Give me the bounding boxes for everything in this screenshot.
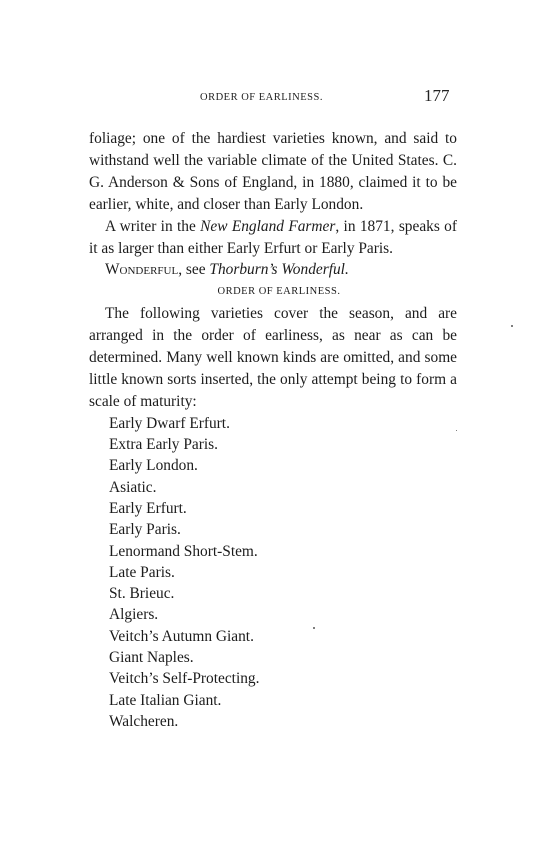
paragraph-writer-text-1: A writer in the bbox=[105, 217, 201, 235]
list-item: Lenormand Short-Stem. bbox=[109, 542, 258, 560]
print-speck bbox=[313, 627, 315, 629]
paragraph-wonderful bbox=[89, 259, 457, 281]
list-item: Early Paris. bbox=[109, 521, 181, 539]
list-item: Veitch’s Autumn Giant. bbox=[109, 627, 254, 645]
paragraph-writer-text-2: , in 1871, speaks of it as larger than either Early Erfurt or Early Paris. bbox=[89, 217, 458, 257]
variety-list bbox=[89, 413, 457, 732]
list-item: Walcheren. bbox=[109, 712, 179, 730]
list-item: Early Erfurt. bbox=[109, 499, 187, 517]
section-intro: The following varieties cover the season, and are arranged in the order of earliness, as near as can be determined. Many well known kinds are omitted, and some little known sorts inserted, the only attempt being to form a scale of maturity: bbox=[89, 305, 457, 410]
print-speck bbox=[511, 325, 513, 327]
list-item: Veitch’s Self-Protecting. bbox=[109, 670, 260, 688]
print-speck bbox=[456, 430, 457, 431]
list-item: Algiers. bbox=[109, 606, 159, 624]
cross-reference-text: , see bbox=[178, 261, 210, 279]
paragraph-foliage: foliage; one of the hardiest varieties known, and said to withstand well the variable climate of the United States. C. G. Anderson & Sons of England, in 1880, claimed it to be earlier, white, and closer than Early London. bbox=[89, 130, 457, 213]
running-head: ORDER OF EARLINESS. bbox=[200, 92, 323, 103]
list-item: Early Dwarf Erfurt. bbox=[109, 414, 230, 432]
cross-reference-target: Thorburn’s Wonderful. bbox=[209, 261, 349, 279]
list-item: Late Italian Giant. bbox=[109, 691, 222, 709]
section-heading: ORDER OF EARLINESS. bbox=[217, 286, 341, 298]
list-item: St. Brieuc. bbox=[109, 585, 175, 603]
list-item: Late Paris. bbox=[109, 563, 175, 581]
page-number: 177 bbox=[424, 86, 450, 105]
list-item: Extra Early Paris. bbox=[109, 436, 218, 454]
publication-title: New England Farmer bbox=[200, 217, 336, 235]
variety-name-wonderful: Wonderful bbox=[105, 261, 179, 279]
list-item: Giant Naples. bbox=[109, 649, 194, 667]
list-item: Asiatic. bbox=[109, 478, 157, 496]
body-text bbox=[89, 128, 457, 732]
list-item: Early London. bbox=[109, 457, 198, 475]
paragraph-writer bbox=[89, 216, 457, 260]
